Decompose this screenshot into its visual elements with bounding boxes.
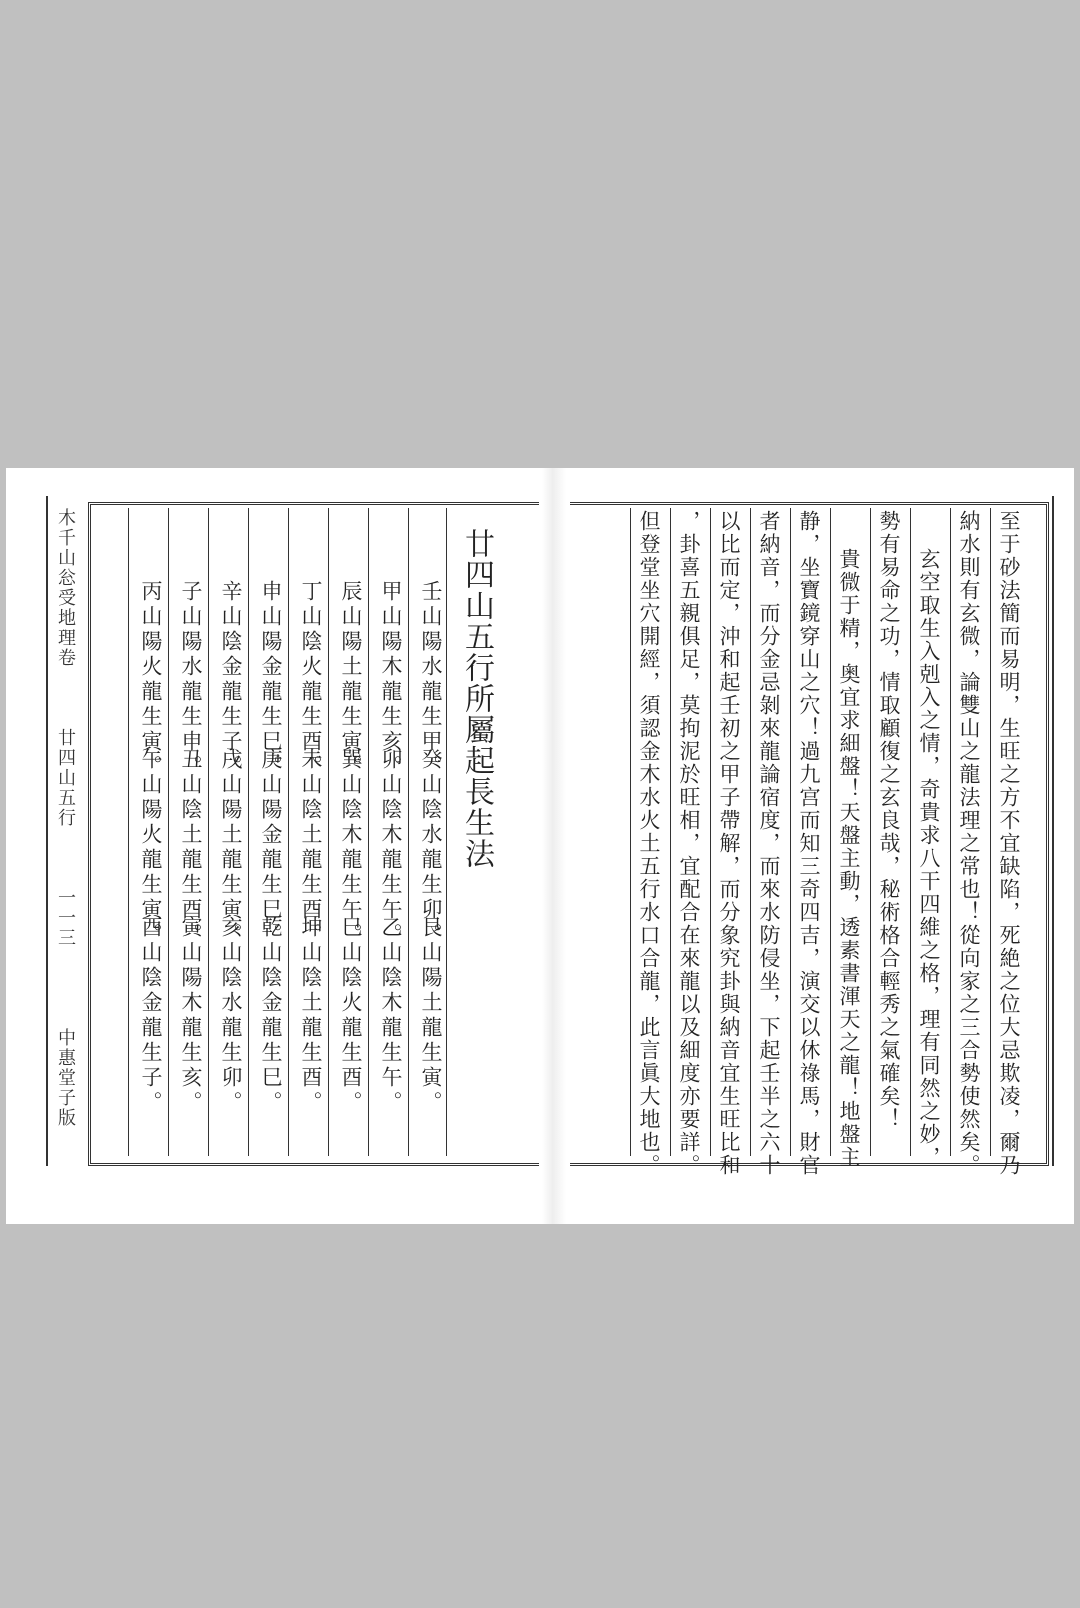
table-cell: 乾山陰金龍生巳。 (259, 916, 283, 1116)
column-rule (750, 508, 751, 1156)
column-rule (408, 508, 409, 1156)
column-rule (168, 508, 169, 1156)
column-rule (248, 508, 249, 1156)
left-margin-rule (46, 496, 48, 1166)
column-rule (830, 508, 831, 1156)
column-rule (288, 508, 289, 1156)
text-column-3: 玄空取生入剋入之情，奇貴求八干四維之格，理有同然之妙， (917, 548, 941, 1169)
table-cell: 丙山陽火龍生寅。 (139, 580, 163, 780)
table-cell: 亥山陰水龍生卯。 (219, 916, 243, 1116)
table-cell: 寅山陽木龍生亥。 (179, 916, 203, 1116)
column-rule (128, 508, 129, 1156)
table-cell: 子山陽水龍生申。 (179, 580, 203, 780)
margin-section: 廿四山五行 (55, 728, 76, 828)
text-column-4: 勢有易命之功，情取顧復之玄良哉，秘術格合輕秀之氣確矣！ (877, 510, 901, 1131)
column-rule (328, 508, 329, 1156)
table-cell: 巳山陰火龍生酉。 (339, 916, 363, 1116)
scanned-book-spread (6, 468, 1074, 1224)
section-title: 廿四山五行所屬起長生法 (459, 528, 494, 869)
column-rule (950, 508, 951, 1156)
title-column-rule (446, 508, 447, 1156)
column-rule (710, 508, 711, 1156)
table-cell: 戌山陽土龍生寅。 (219, 748, 243, 948)
text-column-6: 静，坐寶鏡穿山之穴！過九宫而知三奇四吉，演交以休祿馬，財官 (797, 510, 821, 1177)
text-column-7: 者納音，而分金忌剝來龍論宿度，而來水防侵坐，下起壬半之六十 (757, 510, 781, 1177)
text-column-2: 納水則有玄微，論雙山之龍法理之常也！從向家之三合勢使然矣。 (957, 510, 981, 1177)
table-cell: 卯山陰木龍生午。 (379, 748, 403, 948)
table-cell: 甲山陽木龍生亥。 (379, 580, 403, 780)
table-cell: 辛山陰金龍生子。 (219, 580, 243, 780)
table-cell: 丁山陰火龍生酉。 (299, 580, 323, 780)
column-rule (790, 508, 791, 1156)
table-cell: 庚山陽金龍生巳。 (259, 748, 283, 948)
margin-publisher: 中惠堂子版 (55, 1028, 76, 1128)
text-column-9: ，卦喜五親俱足，莫拘泥於旺相，宜配合在來龍以及細度亦要詳。 (677, 510, 701, 1177)
column-rule (990, 508, 991, 1156)
table-cell: 申山陽金龍生巳。 (259, 580, 283, 780)
margin-page-number: 一一三 (55, 888, 76, 948)
column-rule (208, 508, 209, 1156)
column-rule (670, 508, 671, 1156)
column-rule (870, 508, 871, 1156)
table-cell: 壬山陽水龍生甲。 (419, 580, 443, 780)
table-cell: 未山陰土龍生酉。 (299, 748, 323, 948)
right-margin-rule (1052, 496, 1054, 1166)
text-column-5: 貴微于精，奥宜求細盤！天盤主動，透素書渾天之龍！地盤主 (837, 548, 861, 1169)
table-cell: 丑山陰土龍生酉。 (179, 748, 203, 948)
text-column-1: 至于砂法簡而易明，生旺之方不宜缺陷，死絶之位大忌欺凌，爾乃 (997, 510, 1021, 1177)
table-cell: 癸山陰水龍生卯。 (419, 748, 443, 948)
column-rule (630, 508, 631, 1156)
text-column-10: 但登堂坐穴開經，須認金木水火土五行水口合龍，此言眞大地也。 (637, 510, 661, 1177)
table-cell: 巽山陰木龍生午。 (339, 748, 363, 948)
table-cell: 酉山陰金龍生子。 (139, 916, 163, 1116)
column-rule (368, 508, 369, 1156)
text-column-8: 以比而定，沖和起壬初之甲子帶解，而分象究卦與納音宜生旺比和 (717, 510, 741, 1177)
table-cell: 午山陽火龍生寅。 (139, 748, 163, 948)
table-cell: 坤山陰土龍生酉。 (299, 916, 323, 1116)
book-gutter (542, 468, 566, 1224)
table-cell: 乙山陰木龍生午。 (379, 916, 403, 1116)
table-cell: 辰山陽土龍生寅。 (339, 580, 363, 780)
margin-book-title: 木千山忩受地理卷 (55, 508, 76, 668)
table-cell: 艮山陽土龍生寅。 (419, 916, 443, 1116)
column-rule (910, 508, 911, 1156)
